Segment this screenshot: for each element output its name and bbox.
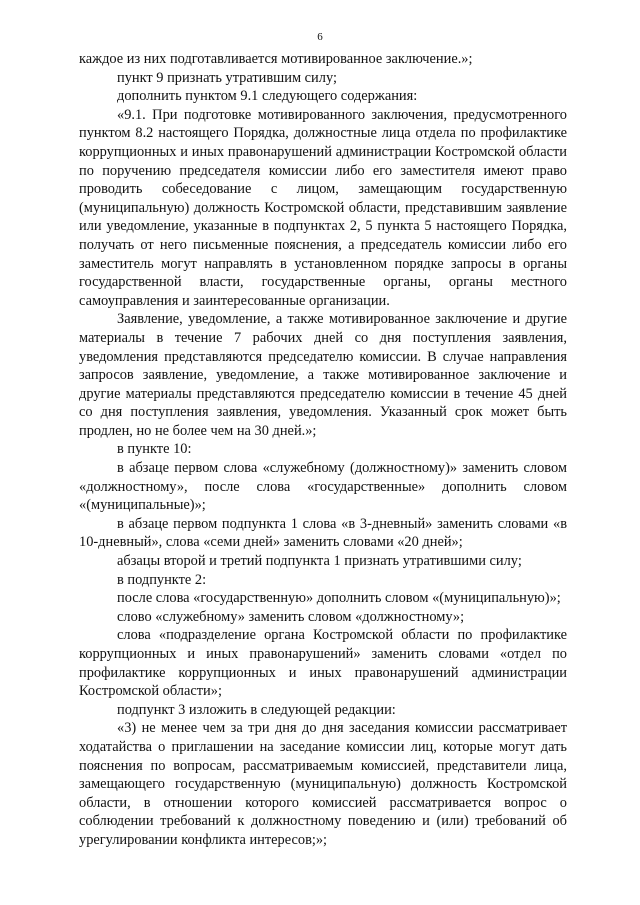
paragraph-14: подпункт 3 изложить в следующей редакции: (117, 701, 396, 718)
paragraph-7: в абзаце первом слова «служебному (должностному)» заменить словом «должностному», после слова «государственные» дополнить словом «(муниципальные)»; (79, 460, 567, 514)
document-body (79, 50, 567, 850)
paragraph-5: Заявление, уведомление, а также мотивированное заключение и другие материалы в течение 7 рабочих дней со дня поступления заявления, уведомления представляются председателю комиссии. В случае направления запросов заявление, уведомление, а также мотивированное заключение и другие материалы представляются председателю комиссии в течение 45 дней со дня поступления заявления, уведомления. Указанный срок может быть продлен, но не более чем на 30 дней.»; (79, 311, 567, 439)
paragraph-15: «3) не менее чем за три дня до дня заседания комиссии рассматривает ходатайства о приглашении на заседание комиссии лиц, которые могут дать пояснения по вопросам, рассматриваемым комиссией, представители лица, замещающего государственную (муниципальную) должность Костромской области, в отношении которого комиссией рассматривается вопрос о соблюдении требований к должностному поведению и (или) требований об урегулировании конфликта интересов;»; (79, 720, 567, 848)
paragraph-2: пункт 9 признать утратившим силу; (117, 69, 337, 86)
paragraph-1: каждое из них подготавливается мотивированное заключение.»; (79, 51, 473, 67)
paragraph-3: дополнить пунктом 9.1 следующего содержания: (117, 88, 418, 105)
paragraph-9: абзацы второй и третий подпункта 1 признать утратившими силу; (117, 553, 522, 570)
paragraph-6: в пункте 10: (117, 441, 192, 458)
page-number: 6 (317, 31, 323, 43)
paragraph-13: слова «подразделение органа Костромской области по профилактике коррупционных и иных правонарушений» заменить словами «отдел по профилактике коррупционных и иных правонарушений администрации Костромской области»; (79, 627, 567, 700)
paragraph-11: после слова «государственную» дополнить словом «(муниципальную)»; (117, 590, 561, 607)
paragraph-10: в подпункте 2: (117, 571, 207, 588)
paragraph-8: в абзаце первом подпункта 1 слова «в 3-дневный» заменить словами «в 10-дневный», слова «семи дней» заменить словами «20 дней»; (79, 515, 567, 551)
paragraph-12: слово «служебному» заменить словом «должностному»; (117, 608, 465, 625)
paragraph-4: «9.1. При подготовке мотивированного заключения, предусмотренного пунктом 8.2 настоящего Порядка, должностные лица отдела по профилактике коррупционных и иных правонарушений администрации Костромской области по поручению председателя комиссии либо его заместителя имеют право проводить собеседование с лицом, замещающим государственную (муниципальную) должность Костромской области, представившим заявление или уведомление, указанные в подпунктах 2, 5 пункта 5 настоящего Порядка, получать от него письменные пояснения, а председатель комиссии либо его заместитель могут направлять в установленном порядке запросы в органы государственной власти, государственные органы, органы местного самоуправления и заинтересованные организации. (79, 106, 567, 309)
